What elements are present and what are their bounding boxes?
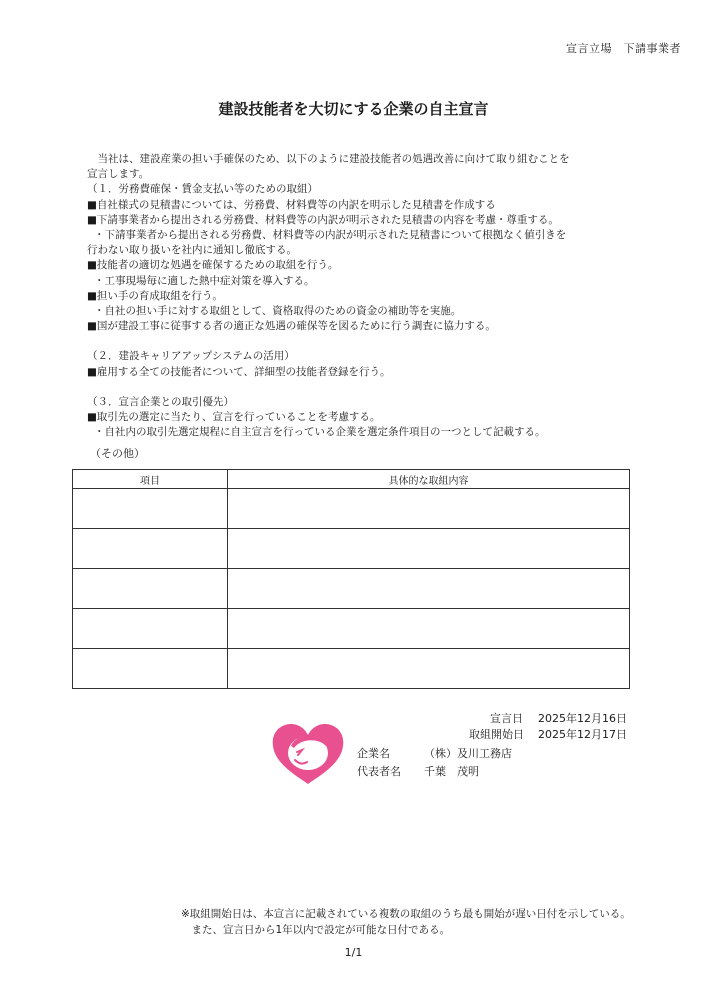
other-section-label: （その他） [90, 447, 145, 460]
footnote-line: ※取組開始日は、本宣言に記載されている複数の取組のうち最も開始が遅い日付を示している。 [181, 908, 631, 920]
table-cell [73, 529, 228, 569]
list-item: ■自社様式の見積書については、労務費、材料費等の内訳を明示した見積書を作成する [87, 198, 496, 211]
table-row [73, 609, 630, 649]
list-item: ■取引先の選定に当たり、宣言を行っていることを考慮する。 [87, 411, 381, 424]
table-cell [228, 649, 630, 689]
declaration-date-value: 2025年12月16日 [538, 712, 627, 725]
table-header-row [73, 470, 630, 489]
list-item: 行わない取り扱いを社内に通知し徹底する。 [87, 244, 297, 257]
table-cell [73, 569, 228, 609]
list-item: ・工事現場毎に適した熱中症対策を導入する。 [94, 274, 315, 287]
table-cell [228, 489, 630, 529]
table-row [73, 569, 630, 609]
table-cell [228, 529, 630, 569]
list-item: ・自社の担い手に対する取組として、資格取得のための資金の補助等を実施。 [94, 304, 462, 317]
footnote-line: また、宣言日から1年以内で設定が可能な日付である。 [181, 923, 451, 936]
section-heading: （３．宣言企業との取引優先） [87, 396, 234, 408]
declaration-stance: 宣言立場 下請事業者 [566, 42, 681, 55]
heart-helmet-logo-icon [271, 722, 345, 786]
table-row [73, 529, 630, 569]
start-date-label: 取組開始日 [469, 728, 524, 741]
declaration-body [87, 152, 647, 441]
page-number: 1/1 [344, 946, 363, 959]
other-initiatives-table [72, 469, 630, 689]
section-heading: （１．労務費確保・賃金支払い等のための取組） [87, 183, 318, 196]
table-cell [73, 489, 228, 529]
table-row [73, 489, 630, 529]
table-cell [73, 609, 228, 649]
company-name-value: （株）及川工務店 [424, 747, 512, 760]
table-row [73, 649, 630, 689]
representative-value: 千葉 茂明 [424, 765, 479, 778]
list-item: ■国が建設工事に従事する者の適正な処遇の確保等を図るために行う調査に協力する。 [87, 320, 496, 333]
declaration-date-label: 宣言日 [490, 712, 523, 725]
intro-line: 宣言します。 [87, 168, 150, 181]
list-item: ■下請事業者から提出される労務費、材料費等の内訳が明示された見積書の内容を考慮・尊重する。 [87, 213, 559, 226]
page-title: 建設技能者を大切にする企業の自主宣言 [218, 100, 489, 118]
list-item: ・下請事業者から提出される労務費、材料費等の内訳が明示された見積書について根拠なく値引きを [94, 228, 567, 241]
table-cell [228, 609, 630, 649]
table-header-item: 項目 [73, 470, 228, 489]
intro-line: 当社は、建設産業の担い手確保のため、以下のように建設技能者の処遇改善に向けて取り組むことを [87, 153, 570, 165]
table-cell [228, 569, 630, 609]
section-heading: （２．建設キャリアアップシステムの活用） [87, 350, 295, 363]
table-cell [73, 649, 228, 689]
representative-label: 代表者名 [357, 765, 401, 778]
start-date-value: 2025年12月17日 [538, 728, 627, 741]
list-item: ・自社内の取引先選定規程に自主宣言を行っている企業を選定条件項目の一つとして記載する。 [94, 426, 546, 439]
list-item: ■雇用する全ての技能者について、詳細型の技能者登録を行う。 [87, 365, 391, 378]
company-name-label: 企業名 [357, 747, 390, 760]
list-item: ■担い手の育成取組を行う。 [87, 289, 223, 302]
table-header-content: 具体的な取組内容 [228, 470, 630, 489]
footnote [181, 907, 631, 938]
list-item: ■技能者の適切な処遇を確保するための取組を行う。 [87, 259, 339, 272]
